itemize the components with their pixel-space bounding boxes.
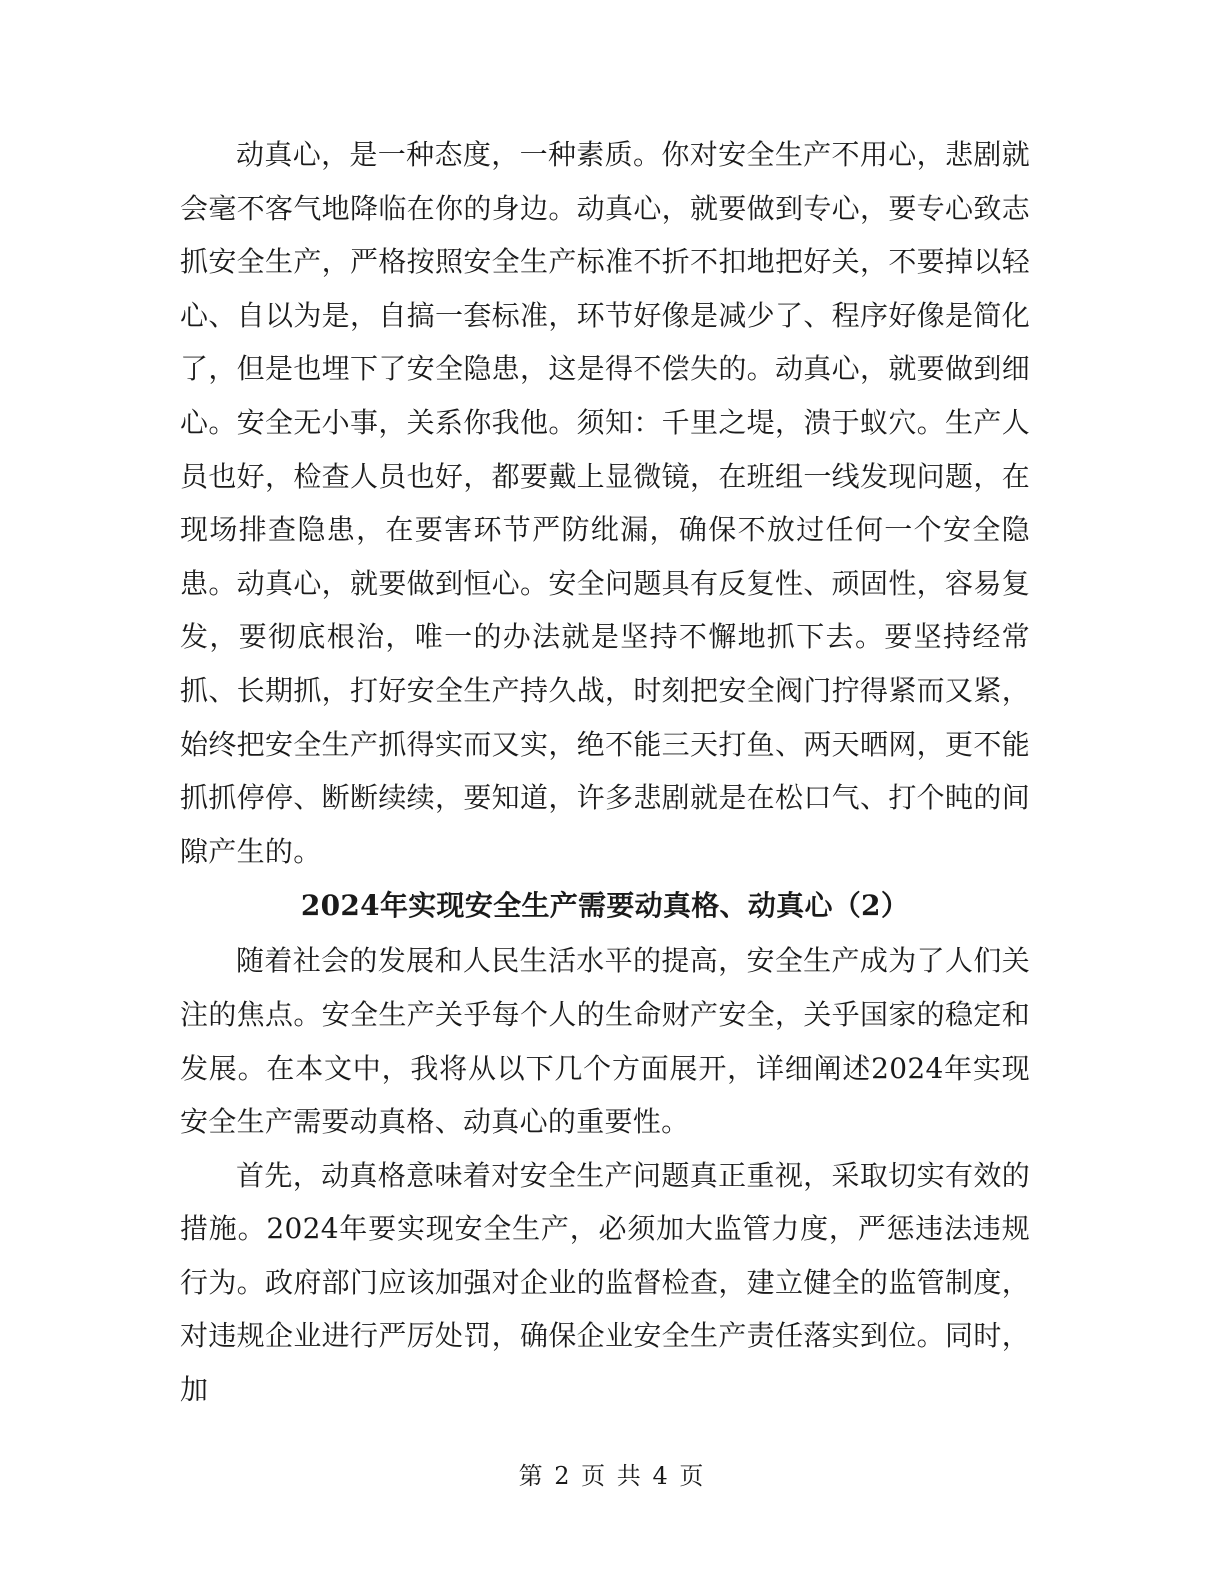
- section-heading: 2024年实现安全生产需要动真格、动真心（2）: [300, 889, 910, 923]
- document-body: [180, 128, 1030, 1417]
- paragraph-first-point: 首先，动真格意味着对安全生产问题真正重视，采取切实有效的措施。2024年要实现安全生产，必须加大监管力度，严惩违法违规行为。政府部门应该加强对企业的监督检查，建立健全的监管制度，对违规企业进行严厉处罚，确保企业安全生产责任落实到位。同时，加: [180, 1158, 1030, 1407]
- page-footer: [0, 1460, 1224, 1492]
- paragraph-intro: 随着社会的发展和人民生活水平的提高，安全生产成为了人们关注的焦点。安全生产关乎每个人的生命财产安全，关乎国家的稳定和发展。在本文中，我将从以下几个方面展开，详细阐述2024年实现安全生产需要动真格、动真心的重要性。: [180, 944, 1030, 1139]
- paragraph-dong-zhen-xin: 动真心，是一种态度，一种素质。你对安全生产不用心，悲剧就会毫不客气地降临在你的身边。动真心，就要做到专心，要专心致志抓安全生产，严格按照安全生产标准不折不扣地把好关，不要掉以轻心、自以为是，自搞一套标准，环节好像是减少了、程序好像是简化了，但是也埋下了安全隐患，这是得不偿失的。动真心，就要做到细心。安全无小事，关系你我他。须知：千里之堤，溃于蚁穴。生产人员也好，检查人员也好，都要戴上显微镜，在班组一线发现问题，在现场排查隐患，在要害环节严防纰漏，确保不放过任何一个安全隐患。动真心，就要做到恒心。安全问题具有反复性、顽固性，容易复发，要彻底根治，唯一的办法就是坚持不懈地抓下去。要坚持经常抓、长期抓，打好安全生产持久战，时刻把安全阀门拧得紧而又紧，始终把安全生产抓得实而又实，绝不能三天打鱼、两天晒网，更不能抓抓停停、断断续续，要知道，许多悲剧就是在松口气、打个盹的间隙产生的。: [180, 138, 1030, 868]
- page-number-label: 第 2 页 共 4 页: [518, 1462, 706, 1490]
